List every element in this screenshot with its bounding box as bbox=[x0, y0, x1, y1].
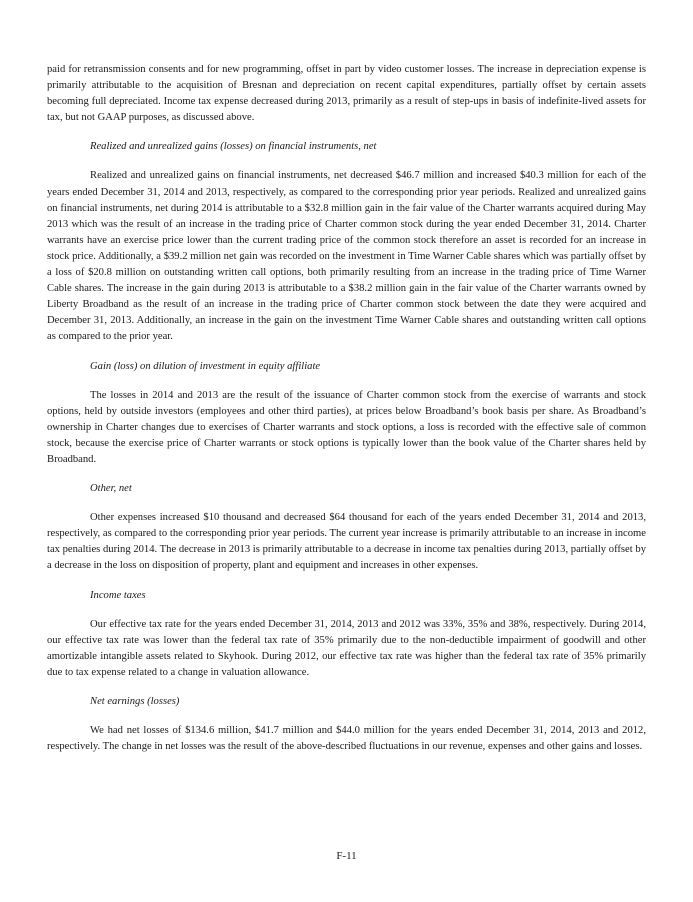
document-page bbox=[47, 62, 646, 755]
section-body-net-earnings: We had net losses of $134.6 million, $41.7 million and $44.0 million for the years ended December 31, 2014, 2013 and 2012, respectively. The change in net losses was the result of the above-described fluctuations in our revenue, expenses and other gains and losses. bbox=[47, 725, 646, 753]
section-heading-dilution: Gain (loss) on dilution of investment in equity affiliate bbox=[90, 360, 321, 372]
section-heading-other-net: Other, net bbox=[90, 483, 132, 495]
section-body-other-net: Other expenses increased $10 thousand and decreased $64 thousand for each of the years ended December 31, 2014 and 2013, respectively, as compared to the corresponding prior year periods. The current year increase is primarily attributable to an increase in income tax penalties during 2014. The decrease in 2013 is primarily attributable to a decrease in income tax penalties during 2013, partially offset by a decrease in the loss on disposition of property, plant and equipment and increases in other expenses. bbox=[47, 512, 646, 572]
section-body-financial-instruments: Realized and unrealized gains on financial instruments, net decreased $46.7 million and increased $40.3 million for each of the years ended December 31, 2014 and 2013, respectively, as compared to the corresponding prior year periods. Realized and unrealized gains on financial instruments, net during 2014 is attributable to a $32.8 million gain in the fair value of the Charter warrants acquired during May 2013 which was the result of an increase in the trading price of Charter common stock during the year ended December 31, 2014. Charter warrants have an exercise price lower than the current trading price of the common stock therefore an asset is recorded for an increase in stock price. Additionally, a $39.2 million net gain was recorded on the investment in Time Warner Cable shares which was partially offset by a loss of $20.8 million on outstanding written call options, both primarily resulting from an increase in the trading price of Time Warner Cable shares. The increase in the gain during 2013 is attributable to a $38.2 million gain in the fair value of the Charter warrants owned by Liberty Broadband as the result of an increase in the trading price of Charter common stock between the date they were acquired and December 31, 2013. Additionally, an increase in the gain on the investment Time Warner Cable shares and outstanding written call options as compared to the prior year. bbox=[47, 170, 646, 343]
intro-paragraph: paid for retransmission consents and for new programming, offset in part by video customer losses. The increase in depreciation expense is primarily attributable to the acquisition of Bresnan and depreciation on recent capital expenditures, partially offset by certain assets becoming full depreciated. Income tax expense decreased during 2013, primarily as a result of step-ups in basis of indefinite-lived assets for tax, but not GAAP purposes, as discussed above. bbox=[47, 64, 646, 124]
section-body-dilution: The losses in 2014 and 2013 are the result of the issuance of Charter common stock from the exercise of warrants and stock options, held by outside investors (employees and other third parties), at prices below Broadband’s book basis per share. As Broadband’s ownership in Charter changes due to exercises of Charter warrants and stock options, a loss is recorded with the effective sale of common stock, because the exercise price of Charter warrants or stock options is typically lower than the book value of the Charter shares held by Broadband. bbox=[47, 389, 646, 465]
section-heading-financial-instruments: Realized and unrealized gains (losses) on financial instruments, net bbox=[90, 141, 377, 153]
section-body-income-taxes: Our effective tax rate for the years ended December 31, 2014, 2013 and 2012 was 33%, 35% and 38%, respectively. During 2014, our effective tax rate was lower than the federal tax rate of 35% primarily due to the non-deductible impairment of goodwill and other amortizable intangible assets related to Skyhook. During 2012, our effective tax rate was higher than the federal tax rate of 35% primarily due to tax expense related to a change in valuation allowance. bbox=[47, 618, 646, 678]
section-heading-net-earnings: Net earnings (losses) bbox=[90, 696, 180, 707]
page-number: F-11 bbox=[336, 850, 357, 862]
section-heading-income-taxes: Income taxes bbox=[90, 589, 146, 601]
